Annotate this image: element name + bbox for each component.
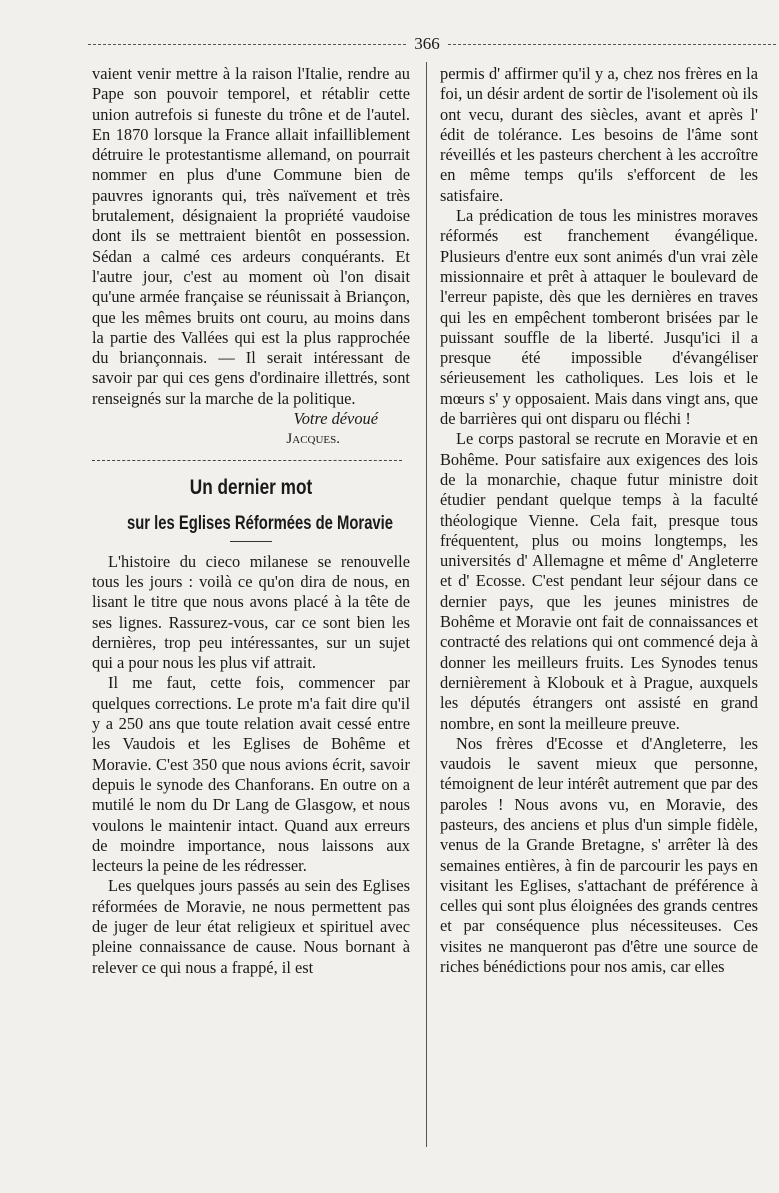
- header-rule-left: [88, 44, 406, 45]
- signature-name: Jacques.: [286, 431, 340, 448]
- paragraph: Il me faut, cette fois, commencer par quelques corrections. Le prote m'a fait dire qu'il y a 250 ans que toute relation avait cessé entre les Vaudois et les Eglises de Bohême et Moravie. C'est 350 que nous avions écrit, savoir depuis le synode des Chanforans. En outre on a mutilé le nom du Dr Lang de Glasgow, et nous voulons le maintenir intact. Quand aux erreurs de moindre importance, nous laissons aux lecteurs la peine de les rédresser.: [92, 673, 410, 876]
- paragraph: vaient venir mettre à la raison l'Italie, rendre au Pape son pouvoir temporel, et rétablir cette union autrefois si funeste du trône et de l'autel. En 1870 lorsque la France allait infailliblement détruire le protestantisme allemand, on pourrait nommer en plus d'une Commune bien de pauvres ignorants qui, très naïvement et très brutalement, désignaient la propriété vaudoise dont ils se mettraient bientôt en possession. Sédan a calmé ces ardeurs conquérants. Et l'autre jour, c'est au moment où l'on disait qu'une armée française se réunissait à Briançon, que les mêmes bruits ont couru, au moins dans la partie des Vallées qui est la plus rapprochée du briançonnais. — Il serait intéressant de savoir par qui ces gens d'ordinaire illettrés, sont renseignés sur la marche de la politique.: [92, 64, 410, 408]
- paragraph: permis d' affirmer qu'il y a, chez nos frères en la foi, un désir ardent de sortir de l'isolement où ils ont vecu, durant des siècles, avant et après l' édit de tolérance. Les besoins de l'âme sont réveillés et les pasteurs cherchent à les accroître en même temps qu'ils s'efforcent de les satisfaire.: [440, 64, 758, 205]
- header-rule-right: [448, 44, 776, 45]
- column-divider: [426, 62, 427, 1147]
- paragraph: Les quelques jours passés au sein des Eglises réformées de Moravie, ne nous permettent pas de juger de leur état religieux et spirituel avec pleine connaissance de cause. Nous bornant à relever ce qui nous a frappé, il est: [92, 876, 410, 977]
- section-separator: [92, 460, 402, 461]
- paragraph: La prédication de tous les ministres moraves réformés est franchement évangélique. Plusieurs d'entre eux sont animés d'un vrai zèle missionnaire et prêt à attaquer le boulevard de l'erreur papiste, dès que les dernières en traves qui les en empêchent tomberont brisées par le puissant souffle de la liberté. Jusqu'ici il a presque été impossible d'évangéliser sérieusement les catholiques. Les lois et le mœurs s' y opposaient. Mais dans vingt ans, que de barrières qui ont disparu ou fléchi !: [440, 206, 758, 429]
- article-title: Un dernier mot: [189, 475, 313, 499]
- paragraph: Le corps pastoral se recrute en Moravie et en Bohême. Pour satisfaire aux exigences des lois de la monarchie, chaque futur ministre doit étudier pendant quelque temps à la faculté théologique Vienne. Cela fait, presque tous fréquentent, plus ou moins longtemps, les universités d' Allemagne et même d' Angleterre et d' Ecosse. C'est pendant leur séjour dans ce dernier pays, que les jeunes ministres de Bohême et Moravie ont fait de connaissances et contracté des relations qui ont commencé deja à donner les meilleurs fruits. Les Synodes tenus dernièrement à Klobouk et à Prague, auxquels les députés étrangers ont assisté en grand nombre, en sont la meilleure preuve.: [440, 429, 758, 733]
- title-rule: [230, 541, 272, 542]
- page-number: 366: [414, 34, 440, 53]
- article-subtitle: sur les Eglises Réformées de Moravie: [126, 512, 394, 534]
- signature-salutation: Votre dévoué: [293, 409, 378, 429]
- left-column: [92, 64, 410, 978]
- right-column: [440, 64, 758, 977]
- paragraph: L'histoire du cieco milanese se renouvelle tous les jours : voilà ce qu'on dira de nous, en lisant le titre que nous avons placé à la tête de ses lignes. Rassurez-vous, car ce sont bien les dernières, trop peu intéressantes, sur un sujet qui a pour nous les plus vif attrait.: [92, 551, 410, 673]
- paragraph: Nos frères d'Ecosse et d'Angleterre, les vaudois le savent mieux que personne, témoignent de leur intérêt autrement que par des paroles ! Nous avons vu, en Moravie, des pasteurs, des anciens et plus d'un simple fidèle, venus de la Grande Bretagne, s' arrêter là des semaines entières, à fin de parcourir les pays en visitant les Eglises, s'attachant de préférence à celles qui sont plus éloignées des grands centres et par conséquence plus nécessiteuses. Ces visites ne manqueront pas d'être une source de riches bénédictions pour nos amis, car elles: [440, 733, 758, 977]
- page-header: [88, 34, 776, 54]
